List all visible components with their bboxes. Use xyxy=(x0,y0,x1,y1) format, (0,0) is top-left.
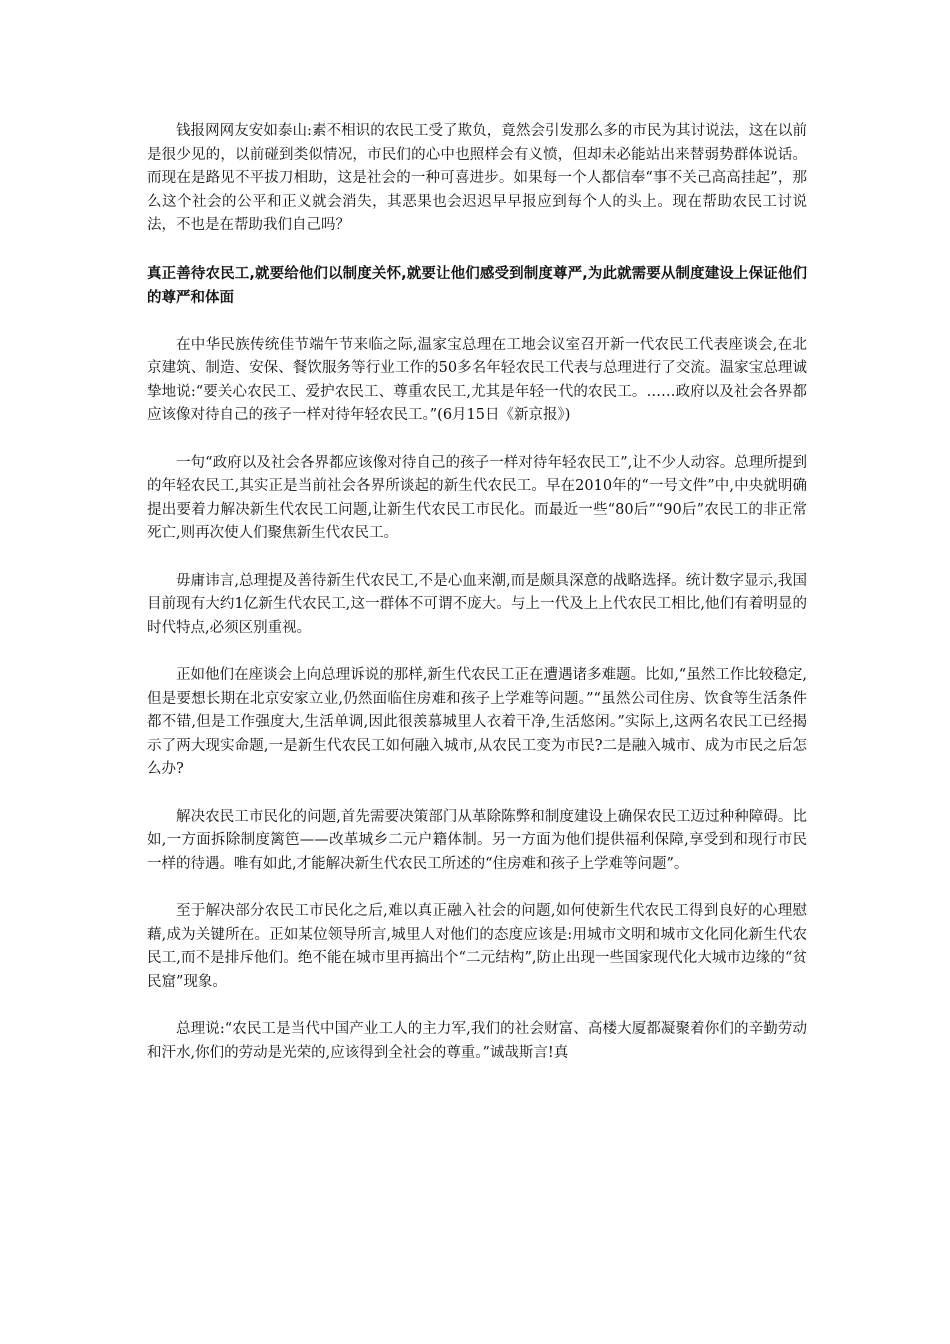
paragraph-netizen-comment: 钱报网网友安如泰山:素不相识的农民工受了欺负，竟然会引发那么多的市民为其讨说法，这在以前是很少见的，以前碰到类似情况，市民们的心中也照样会有义愤，但却未必能站出来替弱势群体说话。而现在是路见不平拔刀相助，这是社会的一种可喜进步。如果每一个人都信奉“事不关己高高挂起”，那么这个社会的公平和正义就会消失，其恶果也会迟迟早早报应到每个人的头上。现在帮助农民工讨说法，不也是在帮助我们自己吗？ xyxy=(147,123,807,233)
paragraph-social-integration: 至于解决部分农民工市民化之后,难以真正融入社会的问题,如何使新生代农民工得到良好的心理慰藉,成为关键所在。正如某位领导所言,城里人对他们的态度应该是:用城市文明和城市文化同化新生代农民工,而不是排斥他们。绝不能在城市里再搞出个“二元结构”,防止出现一些国家现代化大城市边缘的“贫民窟”现象。 xyxy=(147,903,807,990)
document-page xyxy=(147,120,807,1089)
paragraph-quote-reaction: 一句“政府以及社会各界都应该像对待自己的孩子一样对待年轻农民工”,让不少人动容。总理所提到的年轻农民工,其实正是当前社会各界所谈起的新生代农民工。早在2010年的“一号文件”中,中央就明确提出要着力解决新生代农民工问题,让新生代农民工市民化。而最近一些“80后”“90后”农民工的非正常死亡,则再次使人们聚焦新生代农民工。 xyxy=(147,454,807,541)
section-heading: 真正善待农民工,就要给他们以制度关怀,就要让他们感受到制度尊严,为此就需要从制度建设上保证他们的尊严和体面 xyxy=(147,265,807,306)
paragraph-strategic-choice: 毋庸讳言,总理提及善待新生代农民工,不是心血来潮,而是颇具深意的战略选择。统计数字显示,我国目前现有大约1亿新生代农民工,这一群体不可谓不庞大。与上一代及上上代农民工相比,他们有着明显的时代特点,必须区别重视。 xyxy=(147,572,807,636)
paragraph-difficulties: 正如他们在座谈会上向总理诉说的那样,新生代农民工正在遭遇诸多难题。比如,“虽然工作比较稳定,但是要想长期在北京安家立业,仍然面临住房难和孩子上学难等问题。”“虽然公司住房、饮食等生活条件都不错,但是工作强度大,生活单调,因此很羡慕城里人衣着干净,生活悠闲。”实际上,这两名农民工已经揭示了两大现实命题,一是新生代农民工如何融入城市,从农民工变为市民?二是融入城市、成为市民之后怎么办? xyxy=(147,667,807,777)
paragraph-premier-quote: 总理说:“农民工是当代中国产业工人的主力军,我们的社会财富、高楼大厦都凝聚着你们的辛勤劳动和汗水,你们的劳动是光荣的,应该得到全社会的尊重。”诚哉斯言!真 xyxy=(147,1021,807,1061)
paragraph-urbanization-solution: 解决农民工市民化的问题,首先需要决策部门从革除陈弊和制度建设上确保农民工迈过种种障碍。比如,一方面拆除制度篱笆——改革城乡二元户籍体制。另一方面为他们提供福利保障,享受到和现行市民一样的待遇。唯有如此,才能解决新生代农民工所述的“住房难和孩子上学难等问题”。 xyxy=(147,808,807,872)
paragraph-premier-meeting: 在中华民族传统佳节端午节来临之际,温家宝总理在工地会议室召开新一代农民工代表座谈会,在北京建筑、制造、安保、餐饮服务等行业工作的50多名年轻农民工代表与总理进行了交流。温家宝总理诚挚地说:“要关心农民工、爱护农民工、尊重农民工,尤其是年轻一代的农民工。……政府以及社会各界都应该像对待自己的孩子一样对待年轻农民工。”(6月15日《新京报》) xyxy=(147,336,807,423)
